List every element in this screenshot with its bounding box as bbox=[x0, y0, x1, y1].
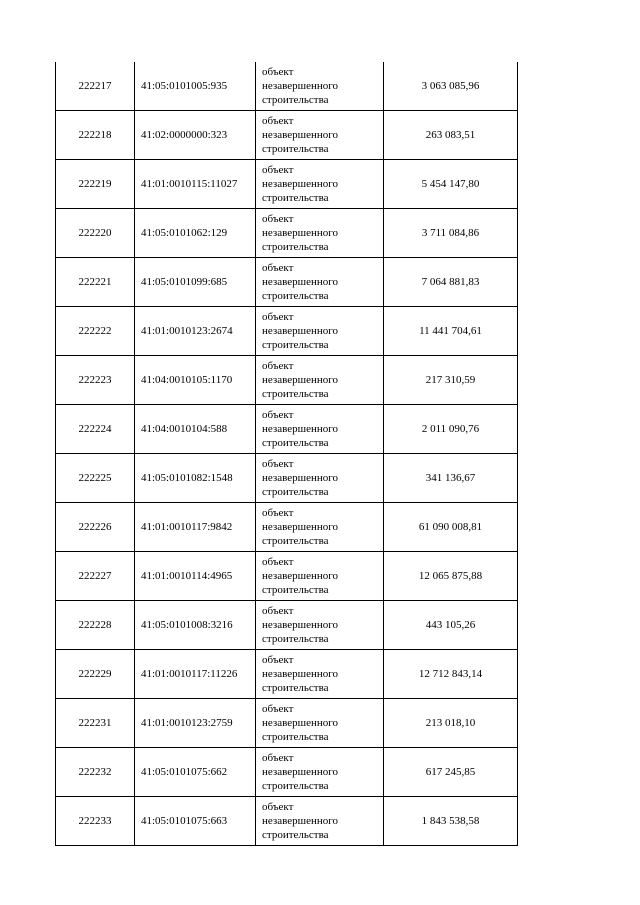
cadastral-value-cell: 3 711 084,86 bbox=[384, 209, 518, 258]
cadastral-value-cell: 7 064 881,83 bbox=[384, 258, 518, 307]
cadastral-value-cell: 443 105,26 bbox=[384, 601, 518, 650]
object-type-cell: объект незавершенного строительства bbox=[256, 160, 384, 209]
cadastral-value-cell: 12 065 875,88 bbox=[384, 552, 518, 601]
table-row bbox=[56, 748, 518, 797]
cadastral-value-cell: 217 310,59 bbox=[384, 356, 518, 405]
table-row bbox=[56, 699, 518, 748]
cadastral-number-cell: 41:05:0101062:129 bbox=[135, 209, 256, 258]
cadastral-value-cell: 3 063 085,96 bbox=[384, 62, 518, 111]
row-number-cell: 222219 bbox=[56, 160, 135, 209]
object-type-cell: объект незавершенного строительства bbox=[256, 62, 384, 111]
cadastral-value-cell: 5 454 147,80 bbox=[384, 160, 518, 209]
table-row bbox=[56, 552, 518, 601]
cadastral-value-cell: 213 018,10 bbox=[384, 699, 518, 748]
cadastral-value-cell: 341 136,67 bbox=[384, 454, 518, 503]
row-number-cell: 222221 bbox=[56, 258, 135, 307]
cadastral-number-cell: 41:01:0010115:11027 bbox=[135, 160, 256, 209]
object-type-cell: объект незавершенного строительства bbox=[256, 503, 384, 552]
row-number-cell: 222222 bbox=[56, 307, 135, 356]
cadastral-number-cell: 41:05:0101099:685 bbox=[135, 258, 256, 307]
cadastral-number-cell: 41:01:0010123:2759 bbox=[135, 699, 256, 748]
table-row bbox=[56, 307, 518, 356]
table-row bbox=[56, 797, 518, 846]
object-type-cell: объект незавершенного строительства bbox=[256, 552, 384, 601]
object-type-cell: объект незавершенного строительства bbox=[256, 111, 384, 160]
table-row bbox=[56, 601, 518, 650]
cadastral-value-cell: 12 712 843,14 bbox=[384, 650, 518, 699]
object-type-cell: объект незавершенного строительства bbox=[256, 797, 384, 846]
cadastral-number-cell: 41:04:0010105:1170 bbox=[135, 356, 256, 405]
object-type-cell: объект незавершенного строительства bbox=[256, 601, 384, 650]
cadastral-number-cell: 41:01:0010114:4965 bbox=[135, 552, 256, 601]
row-number-cell: 222228 bbox=[56, 601, 135, 650]
row-number-cell: 222232 bbox=[56, 748, 135, 797]
cadastral-number-cell: 41:05:0101005:935 bbox=[135, 62, 256, 111]
cadastral-value-cell: 2 011 090,76 bbox=[384, 405, 518, 454]
cadastral-value-cell: 617 245,85 bbox=[384, 748, 518, 797]
cadastral-value-cell: 11 441 704,61 bbox=[384, 307, 518, 356]
cadastral-value-cell: 263 083,51 bbox=[384, 111, 518, 160]
row-number-cell: 222226 bbox=[56, 503, 135, 552]
table-row bbox=[56, 454, 518, 503]
table-row bbox=[56, 405, 518, 454]
row-number-cell: 222218 bbox=[56, 111, 135, 160]
table-row bbox=[56, 258, 518, 307]
object-type-cell: объект незавершенного строительства bbox=[256, 209, 384, 258]
object-type-cell: объект незавершенного строительства bbox=[256, 405, 384, 454]
row-number-cell: 222229 bbox=[56, 650, 135, 699]
row-number-cell: 222231 bbox=[56, 699, 135, 748]
cadastral-number-cell: 41:05:0101082:1548 bbox=[135, 454, 256, 503]
object-type-cell: объект незавершенного строительства bbox=[256, 258, 384, 307]
cadastral-number-cell: 41:05:0101075:662 bbox=[135, 748, 256, 797]
row-number-cell: 222223 bbox=[56, 356, 135, 405]
object-type-cell: объект незавершенного строительства bbox=[256, 307, 384, 356]
table-body bbox=[56, 62, 518, 846]
row-number-cell: 222220 bbox=[56, 209, 135, 258]
table-row bbox=[56, 62, 518, 111]
table-row bbox=[56, 160, 518, 209]
object-type-cell: объект незавершенного строительства bbox=[256, 699, 384, 748]
row-number-cell: 222224 bbox=[56, 405, 135, 454]
object-type-cell: объект незавершенного строительства bbox=[256, 454, 384, 503]
cadastral-number-cell: 41:01:0010117:11226 bbox=[135, 650, 256, 699]
row-number-cell: 222217 bbox=[56, 62, 135, 111]
row-number-cell: 222227 bbox=[56, 552, 135, 601]
row-number-cell: 222225 bbox=[56, 454, 135, 503]
cadastral-number-cell: 41:01:0010123:2674 bbox=[135, 307, 256, 356]
cadastral-value-cell: 61 090 008,81 bbox=[384, 503, 518, 552]
object-type-cell: объект незавершенного строительства bbox=[256, 356, 384, 405]
cadastral-number-cell: 41:04:0010104:588 bbox=[135, 405, 256, 454]
cadastral-value-cell: 1 843 538,58 bbox=[384, 797, 518, 846]
object-type-cell: объект незавершенного строительства bbox=[256, 650, 384, 699]
object-type-cell: объект незавершенного строительства bbox=[256, 748, 384, 797]
table-row bbox=[56, 111, 518, 160]
cadastral-number-cell: 41:05:0101075:663 bbox=[135, 797, 256, 846]
row-number-cell: 222233 bbox=[56, 797, 135, 846]
table-row bbox=[56, 650, 518, 699]
cadastral-value-table bbox=[55, 62, 518, 846]
table-row bbox=[56, 209, 518, 258]
cadastral-number-cell: 41:01:0010117:9842 bbox=[135, 503, 256, 552]
cadastral-number-cell: 41:05:0101008:3216 bbox=[135, 601, 256, 650]
cadastral-number-cell: 41:02:0000000:323 bbox=[135, 111, 256, 160]
table-row bbox=[56, 356, 518, 405]
table-row bbox=[56, 503, 518, 552]
